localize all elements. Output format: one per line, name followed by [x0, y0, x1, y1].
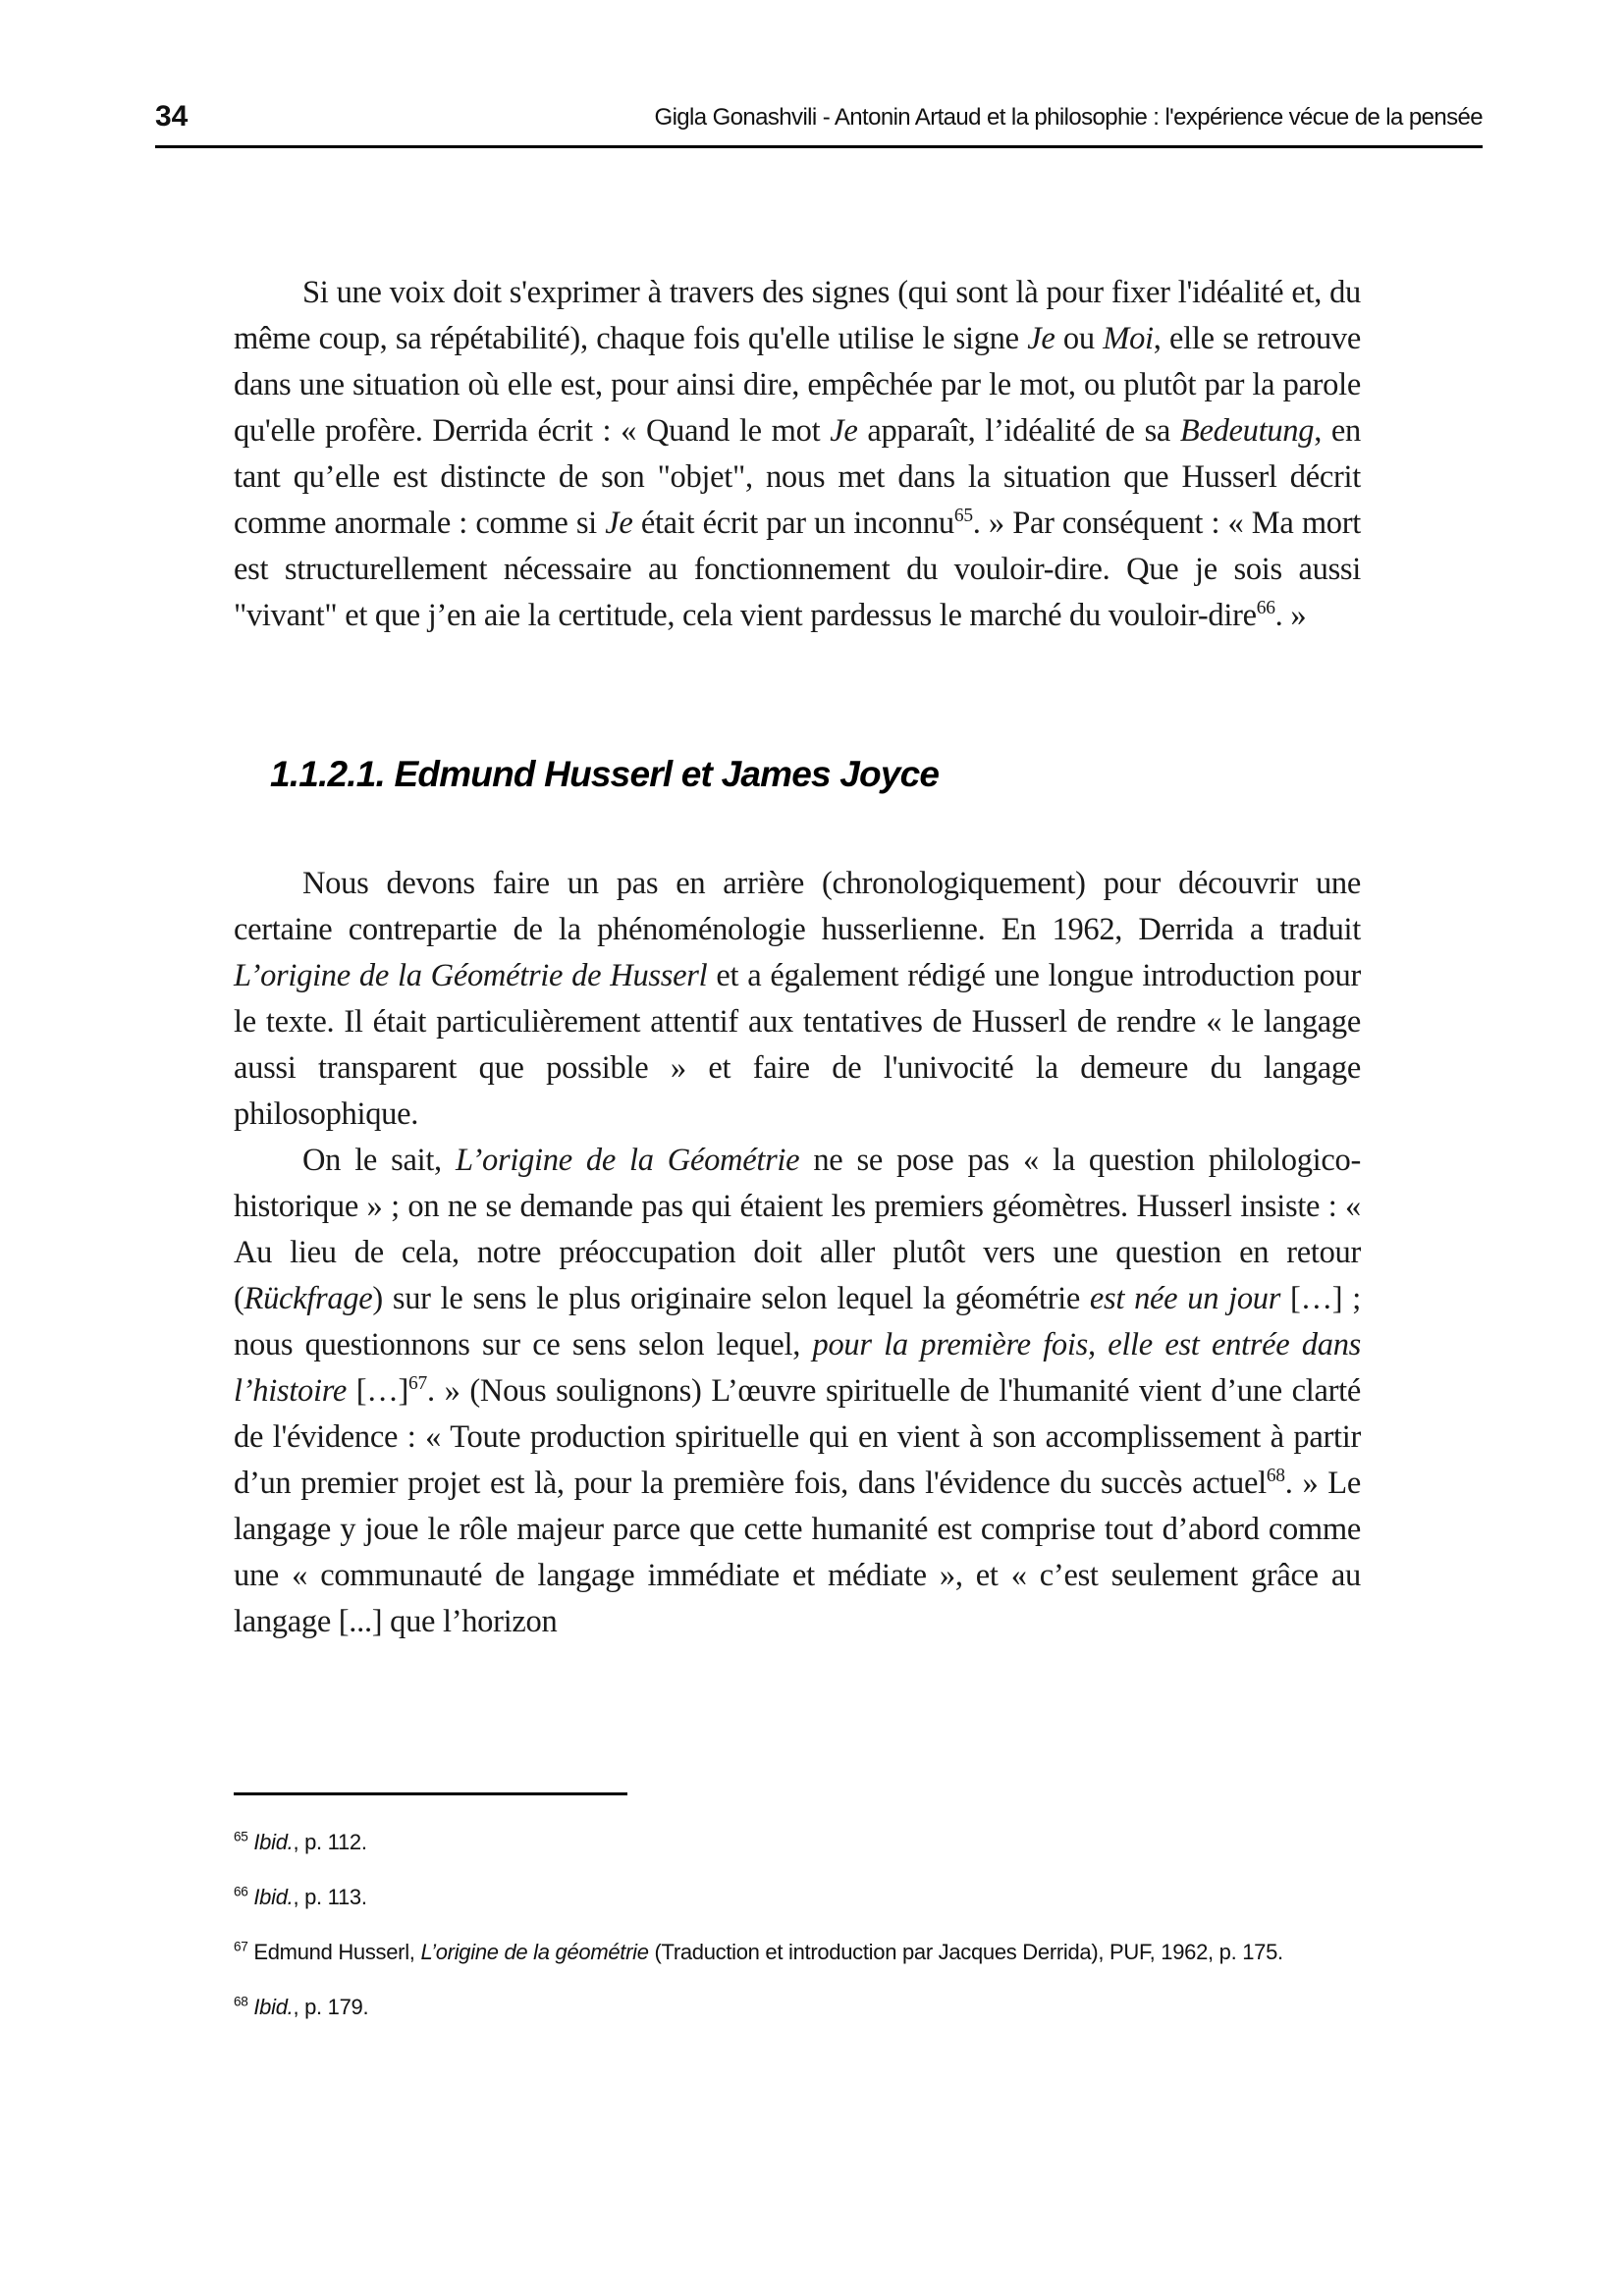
page-number: 34 [155, 100, 189, 133]
footnotes [234, 1826, 1373, 2046]
footnote-65: $^{65}$ Ibid., p. 112. [234, 1829, 367, 1854]
footnote-separator [234, 1792, 627, 1795]
body-text-section [234, 861, 1361, 1645]
footnote-67: $^{67}$ Edmund Husserl, L’origine de la géométrie (Traduction et introduction par Jacques Derrida), PUF, 1962, p. 175. [234, 1939, 1283, 1964]
footnote-ref-67[interactable]: 67 [408, 1373, 427, 1395]
footnote-68: $^{68}$ Ibid., p. 179. [234, 1994, 369, 2019]
paragraph-3: On le sait, L’origine de la Géométrie ne se pose pas « la question philologico-historique » ; on ne se demande pas qui étaient les premiers géomètres. Husserl insiste : « Au lieu de cela, notre préoccupation doit aller plutôt vers une question en retour (Rückfrage) sur le sens le plus originaire selon lequel la géométrie est née un jour […] ; nous questionnons sur ce sens selon lequel, pour la première fois, elle est entrée dans l’histoire […]$^{67}$. » (Nous soulignons) L’œuvre spirituelle de l'humanité vient d’une clarté de l'évidence : « Toute production spirituelle qui en vient à son accomplissement à partir d’un premier projet est là, pour la première fois, dans l'évidence du succès actuel$^{68}$. » Le langage y joue le rôle majeur parce que cette humanité est comprise tout d’abord comme une « communauté de langage immédiate et médiate », et « c’est seulement grâce au langage [...] que l’horizon [234, 1143, 1362, 1639]
page-header [155, 98, 1483, 148]
footnote-ref-68[interactable]: 68 [1266, 1466, 1285, 1487]
footnote-ref-65[interactable]: 65 [953, 506, 973, 527]
footnote-66: $^{66}$ Ibid., p. 113. [234, 1884, 367, 1909]
paragraph-2: Nous devons faire un pas en arrière (chronologiquement) pour découvrir une certaine contrepartie de la phénoménologie husserlienne. En 1962, Derrida a traduit L’origine de la Géométrie de Husserl et a également rédigé une longue introduction pour le texte. Il était particulièrement attentif aux tentatives de Husserl de rendre « le langage aussi transparent que possible » et faire de l'univocité la demeure du langage philosophique. [234, 866, 1361, 1132]
running-title: Gigla Gonashvili - Antonin Artaud et la philosophie : l'expérience vécue de la pensée [654, 104, 1483, 131]
footnote-ref-66[interactable]: 66 [1256, 598, 1275, 619]
body-text-top [234, 270, 1361, 639]
section-heading: 1.1.2.1. Edmund Husserl et James Joyce [270, 754, 940, 794]
paragraph-1: Si une voix doit s'exprimer à travers des signes (qui sont là pour fixer l'idéalité et, du même coup, sa répétabilité), chaque fois qu'elle utilise le signe Je ou Moi, elle se retrouve dans une situation où elle est, pour ainsi dire, empêchée par le mot, ou plutôt par la parole qu'elle profère. Derrida écrit : « Quand le mot Je apparaît, l’idéalité de sa Bedeutung, en tant qu’elle est distincte de son "objet", nous met dans la situation que Husserl décrit comme anormale : comme si Je était écrit par un inconnu$^{65}$. » Par conséquent : « Ma mort est structurellement nécessaire au fonctionnement du vouloir-dire. Que je sois aussi "vivant" et que j’en aie la certitude, cela vient pardessus le marché du vouloir-dire$^{66}$. » [234, 275, 1362, 633]
